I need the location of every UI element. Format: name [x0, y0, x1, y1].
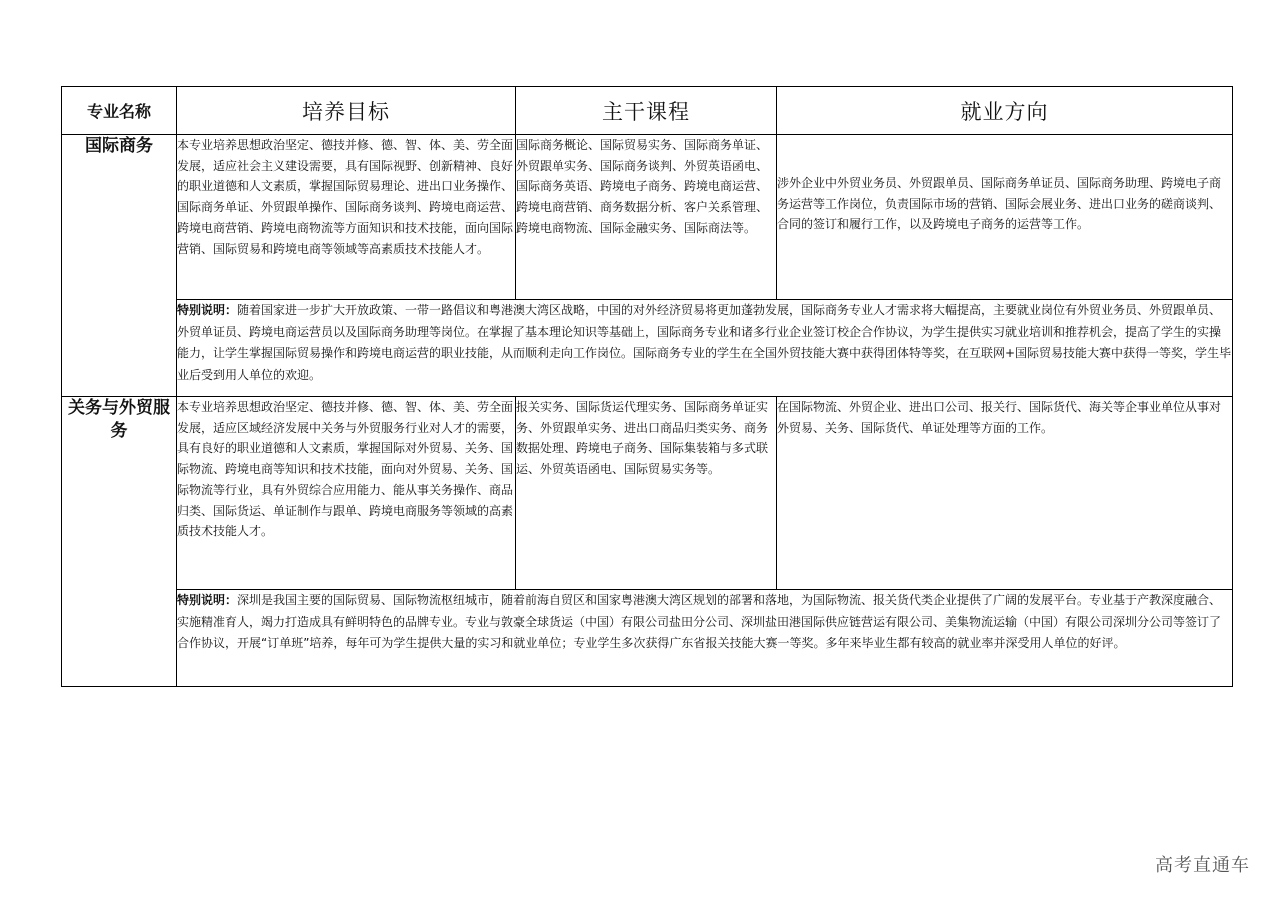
majors-table	[61, 86, 1233, 687]
header-main-courses: 主干课程	[516, 87, 777, 135]
header-training-goal: 培养目标	[177, 87, 516, 135]
employment-text: 涉外企业中外贸业务员、外贸跟单员、国际商务单证员、国际商务助理、跨境电子商务运营等工作岗位，负责国际市场的营销、国际会展业务、进出口业务的磋商谈判、合同的签订和履行工作，以及跨境电子商务的运营等工作。	[777, 176, 1222, 232]
special-note-cell	[177, 300, 1233, 397]
watermark-text: 高考直通车	[1155, 855, 1250, 876]
table-row	[62, 135, 1233, 300]
note-label: 特别说明：	[177, 593, 238, 607]
note-row	[62, 300, 1233, 397]
main-courses-cell: 报关实务、国际货运代理实务、国际商务单证实务、外贸跟单实务、进出口商品归类实务、商务数据处理、跨境电子商务、国际集装箱与多式联运、外贸英语函电、国际贸易实务等。	[516, 397, 777, 590]
header-row	[62, 87, 1233, 135]
note-label: 特别说明：	[177, 303, 238, 317]
training-goal-cell: 本专业培养思想政治坚定、德技并修、德、智、体、美、劳全面发展，适应社会主义建设需要，具有国际视野、创新精神、良好的职业道德和人文素质，掌握国际贸易理论、进出口业务操作、国际商务单证、外贸跟单操作、国际商务谈判、跨境电商运营、跨境电商营销、跨境电商物流等方面知识和技术技能，面向国际营销、国际贸易和跨境电商等领域等高素质技术技能人才。	[177, 135, 516, 300]
employment-cell: 在国际物流、外贸企业、进出口公司、报关行、国际货代、海关等企事业单位从事对外贸易、关务、国际货代、单证处理等方面的工作。	[777, 397, 1233, 590]
main-courses-cell: 国际商务概论、国际贸易实务、国际商务单证、外贸跟单实务、国际商务谈判、外贸英语函电、国际商务英语、跨境电子商务、跨境电商运营、跨境电商营销、商务数据分析、客户关系管理、跨境电商物流、国际金融实务、国际商法等。	[516, 135, 777, 300]
header-employment: 就业方向	[777, 87, 1233, 135]
special-note-cell	[177, 590, 1233, 687]
note-text: 随着国家进一步扩大开放政策、一带一路倡议和粤港澳大湾区战略，中国的对外经济贸易将更加蓬勃发展，国际商务专业人才需求将大幅提高，主要就业岗位有外贸业务员、外贸跟单员、外贸单证员、跨境电商运营员以及国际商务助理等岗位。在掌握了基本理论知识等基础上，国际商务专业和诸多行业企业签订校企合作协议，为学生提供实习就业培训和推荐机会，提高了学生的实操能力，让学生掌握国际贸易操作和跨境电商运营的职业技能，从而顺利走向工作岗位。国际商务专业的学生在全国外贸技能大赛中获得团体特等奖，在互联网+国际贸易技能大赛中获得一等奖，学生毕业后受到用人单位的欢迎。	[177, 303, 1232, 382]
table-row	[62, 397, 1233, 590]
note-text: 深圳是我国主要的国际贸易、国际物流枢纽城市，随着前海自贸区和国家粤港澳大湾区规划的部署和落地，为国际物流、报关货代类企业提供了广阔的发展平台。专业基于产教深度融合、实施精准育人，竭力打造成具有鲜明特色的品牌专业。专业与敦豪全球货运（中国）有限公司盐田分公司、深圳盐田港国际供应链营运有限公司、美集物流运输（中国）有限公司深圳分公司等签订了合作协议，开展“订单班”培养，每年可为学生提供大量的实习和就业单位；专业学生多次获得广东省报关技能大赛一等奖。多年来毕业生都有较高的就业率并深受用人单位的好评。	[177, 593, 1222, 650]
major-name-cell: 关务与外贸服务	[62, 397, 177, 687]
note-row	[62, 590, 1233, 687]
major-name-cell: 国际商务	[62, 135, 177, 397]
employment-cell	[777, 135, 1233, 300]
training-goal-cell: 本专业培养思想政治坚定、德技并修、德、智、体、美、劳全面发展，适应区域经济发展中关务与外贸服务行业对人才的需要，具有良好的职业道德和人文素质，掌握国际对外贸易、关务、国际物流、跨境电商等知识和技术技能，面向对外贸易、关务、国际物流等行业，具有外贸综合应用能力、能从事关务操作、商品归类、国际货运、单证制作与跟单、跨境电商服务等领域的高素质技术技能人才。	[177, 397, 516, 590]
header-major-name: 专业名称	[62, 87, 177, 135]
